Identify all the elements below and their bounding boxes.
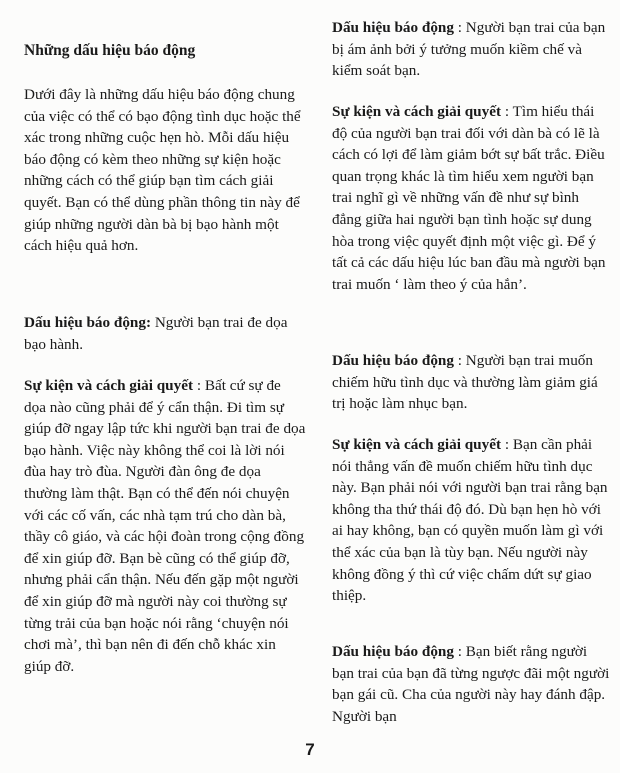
solution-label: Sự kiện và cách giải quyết — [332, 436, 502, 453]
warning-sign-text: Người bạn trai đe dọa bạo hành. — [24, 314, 288, 353]
warning-sign-paragraph — [332, 17, 612, 82]
page-number: 7 — [305, 740, 315, 759]
warning-sign-paragraph — [332, 641, 612, 727]
solution-paragraph — [332, 101, 612, 295]
warning-sign-label: Dấu hiệu báo động — [332, 643, 454, 660]
solution-text: : Bất cứ sự đe dọa nào cũng phải để ý cẩn thận. Đi tìm sự giúp đỡ ngay lập tức khi người bạn trai đe dọa bạo hành. Việc này không thể coi là lời nói đùa hay trò đùa. Người đàn ông đe dọa thường làm thật. Bạn có thể đến nói chuyện với các cố vấn, các nhà tạm trú cho dàn bà, thầy cô giáo, và các hội đoàn trong cộng đồng để xin giúp đỡ. Bạn bè cũng có thể giúp đỡ, nhưng phải cẩn thận. Nếu đến gặp một người để xin giúp đỡ mà người này coi thường sự từng trải của bạn hoặc nói rằng ‘chuyện nói chơi mà’, thì bạn nên đi đến chỗ khác xin giúp đỡ. — [24, 377, 306, 675]
warning-sign-paragraph — [24, 312, 306, 355]
solution-paragraph — [24, 375, 306, 677]
solution-paragraph — [332, 434, 612, 607]
warning-sign-text: : Người bạn trai muốn chiếm hữu tình dục và thường làm giảm giá trị hoặc làm nhục bạn. — [332, 352, 598, 413]
warning-sign-text: : Người bạn trai của bạn bị ám ảnh bởi ý tưởng muốn kiềm chế và kiểm soát bạn. — [332, 19, 606, 80]
section-heading: Những dấu hiệu báo động — [24, 42, 196, 59]
intro-paragraph — [24, 84, 306, 257]
warning-sign-paragraph — [332, 350, 612, 415]
solution-text: : Tìm hiểu thái độ của người bạn trai đối với dàn bà có lẽ là cách có lợi để làm giảm bớt sự bất trắc. Điều quan trọng khác là tìm hiểu xem người bạn trai nghĩ gì về những vấn đề như sự bình đẳng giữa hai người bạn tình hoặc sự dung hòa trong việc quyết định một việc gì. Để ý tất cả các dấu hiệu lúc ban đầu mà người bạn trai muốn ‘ làm theo ý của hắn’. — [332, 103, 606, 293]
warning-sign-label: Dấu hiệu báo động — [332, 352, 454, 369]
solution-label: Sự kiện và cách giải quyết — [332, 103, 502, 120]
warning-sign-label: Dấu hiệu báo động: — [24, 314, 152, 331]
warning-sign-text: : Bạn biết rằng người bạn trai của bạn đã từng ngược đãi một người bạn gái cũ. Cha của người này hay đánh đập. Người bạn — [332, 643, 610, 725]
solution-label: Sự kiện và cách giải quyết — [24, 377, 194, 394]
solution-text: : Bạn cần phải nói thẳng vấn đề muốn chiếm hữu tình dục này. Bạn phải nói với người bạn trai rằng bạn không tha thứ thái độ đó. Dù bạn hẹn hò với ai hay không, bạn có quyền muốn làm gì với thể xác của bạn là tùy bạn. Nếu người này không đồng ý thì cứ việc chấm dứt sự giao thiệp. — [332, 436, 608, 605]
intro-text: Dưới đây là những dấu hiệu báo động chung của việc có thể có bạo động tình dục hoặc thể xác trong những cuộc hẹn hò. Mỗi dấu hiệu báo động có kèm theo những sự kiện hoặc những cách có thể giúp bạn tìm cách giải quyết. Bạn có thể dùng phần thông tin này để giúp những người dàn bà bị bạo hành một cách hiệu quả hơn. — [24, 86, 301, 255]
warning-sign-label: Dấu hiệu báo động — [332, 19, 454, 36]
